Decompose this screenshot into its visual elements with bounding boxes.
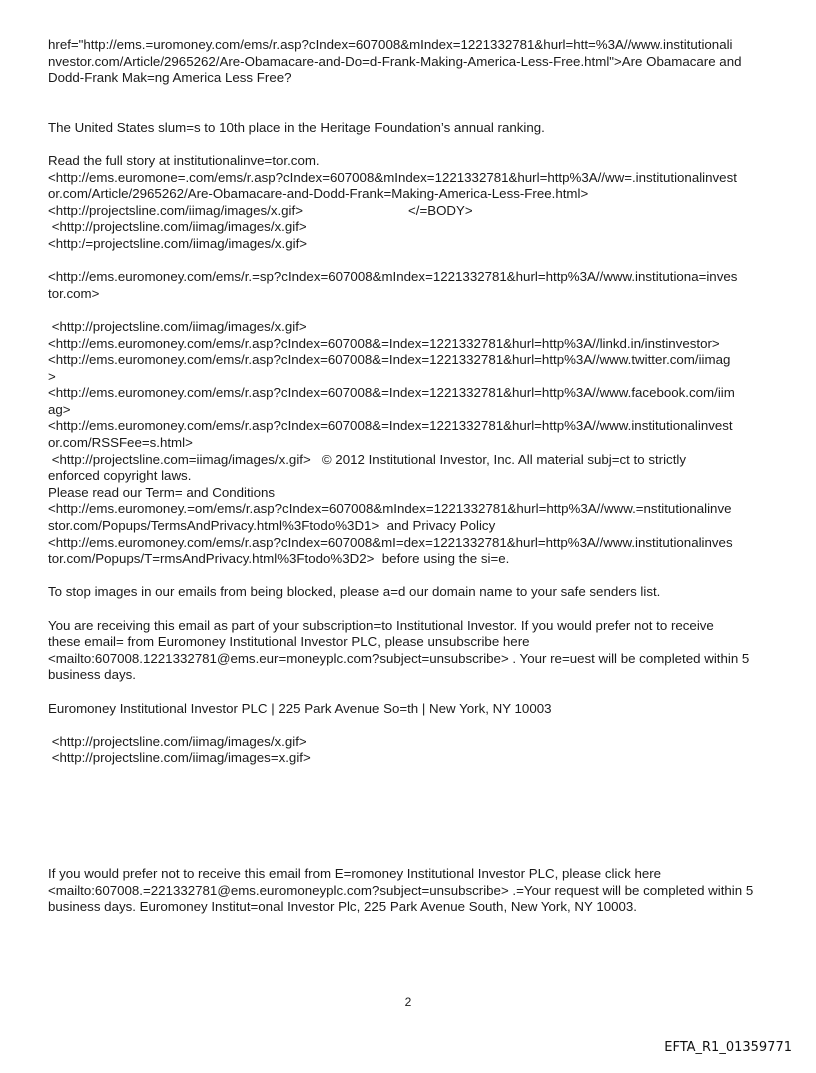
copyright-line: <http://projectsline.com=iimag/images/x.gif> © 2012 Institutional Investor, Inc. All material subj=ct to strictly	[48, 451, 686, 467]
url-line: <http://ems.euromoney.com/ems/r.asp?cIndex=607008&=Index=1221332781&hurl=http%3A//linkd.in/instinvestor>	[48, 335, 720, 351]
text-line: If you would prefer not to receive this email from E=romoney Institutional Investor PLC, please click here	[48, 865, 662, 881]
url-line: stor.com/Popups/TermsAndPrivacy.html%3Ftodo%3D1> and Privacy Policy	[48, 518, 496, 534]
url-line: <http://projectsline.com/iimag/images/x.gif>	[48, 219, 307, 235]
url-line: or.com/RSSFee=s.html>	[48, 435, 193, 451]
url-line: >	[48, 368, 56, 384]
text-line: <mailto:607008.=221332781@ems.euromoneyplc.com?subject=unsubscribe> .=Your request will be completed within 5	[48, 882, 754, 898]
text-line: nvestor.com/Article/2965262/Are-Obamacare-and-Do=d-Frank-Making-America-Less-Free.html">Are Obamacare and	[48, 53, 742, 69]
url-line: <http://projectsline.com/iimag/images/x.gif>	[48, 318, 307, 334]
copyright-line: enforced copyright laws.	[48, 468, 192, 484]
url-line: <http://ems.euromoney.=om/ems/r.asp?cIndex=607008&mIndex=1221332781&hurl=http%3A//www.=nstitutionalinve	[48, 501, 732, 517]
footer-notice	[48, 866, 772, 916]
url-line: <http://projectsline.com/iimag/images/x.gif>	[48, 733, 307, 749]
subscription-notice	[48, 618, 772, 684]
url-line: tor.com>	[48, 285, 100, 301]
social-links-block	[48, 319, 772, 568]
url-line: <http://projectsline.com/iimag/images=x.gif>	[48, 750, 311, 766]
images-note: To stop images in our emails from being blocked, please a=d our domain name to your safe senders list.	[48, 584, 661, 600]
text-line: these email= from Euromoney Institutional Investor PLC, please unsubscribe here	[48, 634, 530, 650]
url-line: <http://ems.euromoney.com/ems/r.asp?cIndex=607008&mI=dex=1221332781&hurl=http%3A//www.institutionalinves	[48, 534, 733, 550]
text-line: <mailto:607008.1221332781@ems.eur=moneyplc.com?subject=unsubscribe> . Your re=uest will be completed within 5	[48, 650, 750, 666]
text-line: You are receiving this email as part of your subscription=to Institutional Investor. If you would prefer not to receive	[48, 617, 714, 633]
url-line: tor.com/Popups/T=rmsAndPrivacy.html%3Ftodo%3D2> before using the si=e.	[48, 551, 510, 567]
url-line: <http://ems.euromoney.com/ems/r.asp?cIndex=607008&=Index=1221332781&hurl=http%3A//www.twitter.com/iimag	[48, 352, 731, 368]
text-line: business days.	[48, 667, 136, 683]
read-full-story: Read the full story at institutionalinve=tor.com.	[48, 152, 320, 168]
url-line: <http://ems.euromoney.com/ems/r.=sp?cIndex=607008&mIndex=1221332781&hurl=http%3A//www.institutiona=inves	[48, 269, 738, 285]
text-line: Dodd-Frank Mak=ng America Less Free?	[48, 70, 292, 86]
terms-line: Please read our Term= and Conditions	[48, 484, 276, 500]
url-line: <http:/=projectsline.com/iimag/images/x.gif>	[48, 235, 308, 251]
gif-url: <http://projectsline.com/iimag/images/x.gif>	[48, 202, 303, 218]
url-line: or.com/Article/2965262/Are-Obamacare-and-Dodd-Frank=Making-America-Less-Free.html>	[48, 186, 589, 202]
text-line: href="http://ems.=uromoney.com/ems/r.asp?cIndex=607008&mIndex=1221332781&hurl=htt=%3A//www.institutionali	[48, 37, 733, 52]
text-line: business days. Euromoney Institut=onal Investor Plc, 225 Park Avenue South, New York, NY 10003.	[48, 899, 637, 915]
url-line: <http://ems.euromoney.com/ems/r.asp?cIndex=607008&=Index=1221332781&hurl=http%3A//www.facebook.com/iim	[48, 385, 735, 401]
email-body	[48, 37, 772, 916]
url-line: <http://ems.euromoney.com/ems/r.asp?cIndex=607008&=Index=1221332781&hurl=http%3A//www.institutionalinvest	[48, 418, 733, 434]
article-link-block	[48, 37, 772, 87]
bates-number: EFTA_R1_01359771	[664, 1040, 792, 1055]
url-line: <http://ems.euromone=.com/ems/r.asp?cIndex=607008&mIndex=1221332781&hurl=http%3A//ww=.institutionalinvest	[48, 169, 737, 185]
gif-body-line	[48, 203, 772, 220]
body-tag: </=BODY>	[407, 202, 473, 218]
article-summary: The United States slum=s to 10th place in the Heritage Foundation’s annual ranking.	[48, 119, 545, 135]
page-number: 2	[404, 995, 412, 1009]
url-line: ag>	[48, 401, 71, 417]
company-address: Euromoney Institutional Investor PLC | 225 Park Avenue So=th | New York, NY 10003	[48, 700, 552, 716]
